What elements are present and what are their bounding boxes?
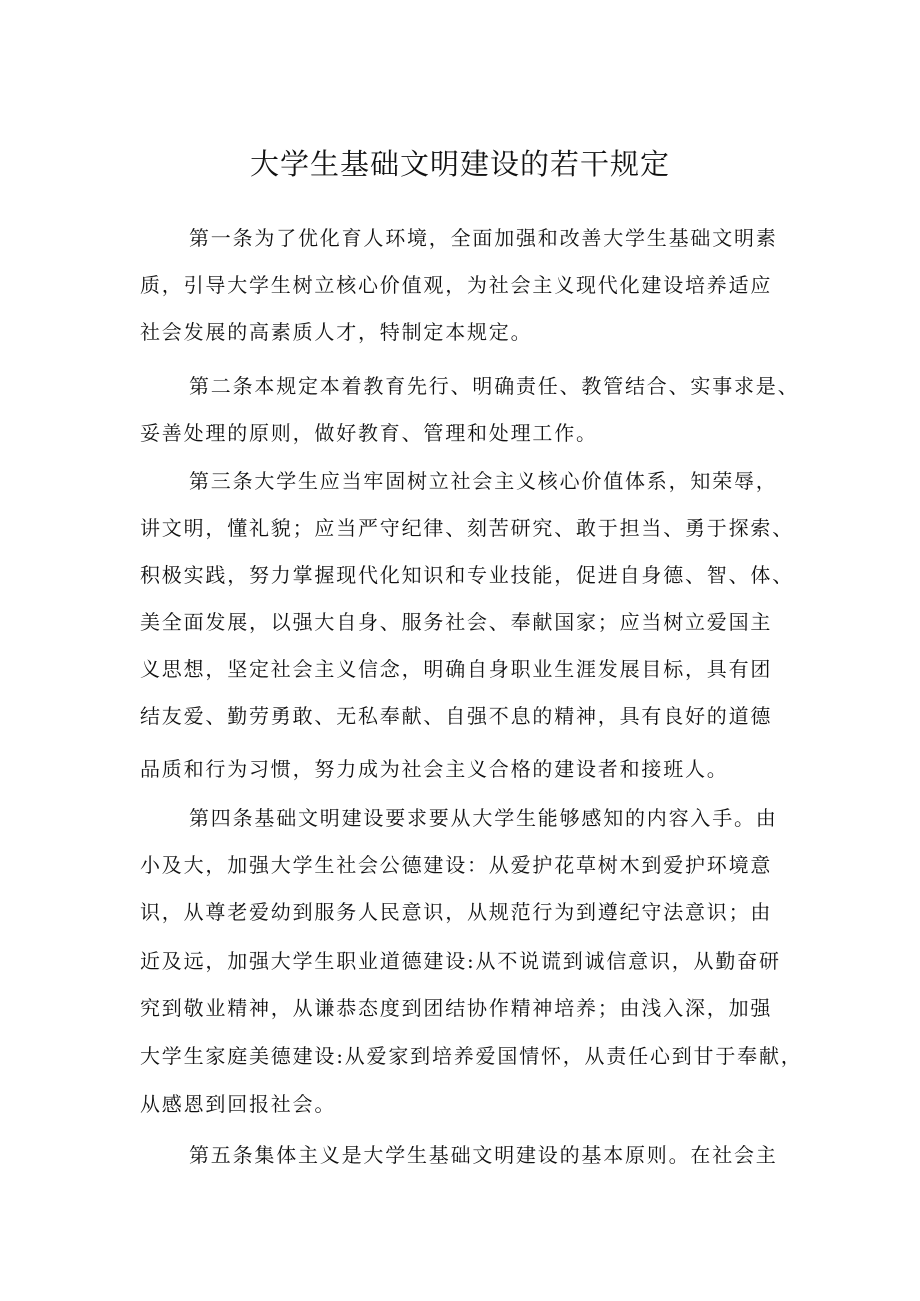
document-title: 大学生基础文明建设的若干规定 bbox=[249, 147, 670, 181]
paragraph-line: 义思想，坚定社会主义信念，明确自身职业生涯发展目标，具有团 bbox=[140, 657, 773, 681]
paragraph-line: 品质和行为习惯，努力成为社会主义合格的建设者和接班人。 bbox=[140, 757, 729, 781]
paragraph-line: 从感恩到回报社会。 bbox=[140, 1092, 337, 1116]
paragraph-line: 妥善处理的原则，做好教育、管理和处理工作。 bbox=[140, 421, 598, 445]
paragraph-line: 社会发展的高素质人才，特制定本规定。 bbox=[140, 320, 533, 344]
paragraph-first-line: 第四条基础文明建设要求要从大学生能够感知的内容入手。由 bbox=[189, 806, 778, 830]
paragraph-first-line: 第五条集体主义是大学生基础文明建设的基本原则。在社会主 bbox=[189, 1143, 778, 1167]
paragraph-line: 识，从尊老爱幼到服务人民意识，从规范行为到遵纪守法意识；由 bbox=[140, 900, 773, 924]
paragraph-line: 讲文明，懂礼貌；应当严守纪律、刻苦研究、敢于担当、勇于探索、 bbox=[140, 516, 794, 540]
paragraph-line: 近及远，加强大学生职业道德建设:从不说谎到诚信意识，从勤奋研 bbox=[140, 949, 781, 973]
paragraph-line: 大学生家庭美德建设:从爱家到培养爱国情怀，从责任心到甘于奉献， bbox=[140, 1044, 803, 1068]
paragraph-first-line: 第三条大学生应当牢固树立社会主义核心价值体系，知荣辱， bbox=[189, 469, 778, 493]
paragraph-first-line: 第二条本规定本着教育先行、明确责任、教管结合、实事求是、 bbox=[189, 374, 800, 398]
paragraph-first-line: 第一条为了优化育人环境，全面加强和改善大学生基础文明素 bbox=[189, 226, 778, 250]
paragraph-line: 积极实践，努力掌握现代化知识和专业技能，促进自身德、智、体、 bbox=[140, 563, 794, 587]
paragraph-line: 小及大，加强大学生社会公德建设：从爱护花草树木到爱护环境意 bbox=[140, 853, 773, 877]
paragraph-line: 美全面发展，以强大自身、服务社会、奉献国家；应当树立爱国主 bbox=[140, 610, 773, 634]
paragraph-line: 究到敬业精神，从谦恭态度到团结协作精神培养；由浅入深，加强 bbox=[140, 996, 773, 1020]
paragraph-line: 结友爱、勤劳勇敢、无私奉献、自强不息的精神，具有良好的道德 bbox=[140, 704, 773, 728]
paragraph-line: 质，引导大学生树立核心价值观，为社会主义现代化建设培养适应 bbox=[140, 273, 773, 297]
